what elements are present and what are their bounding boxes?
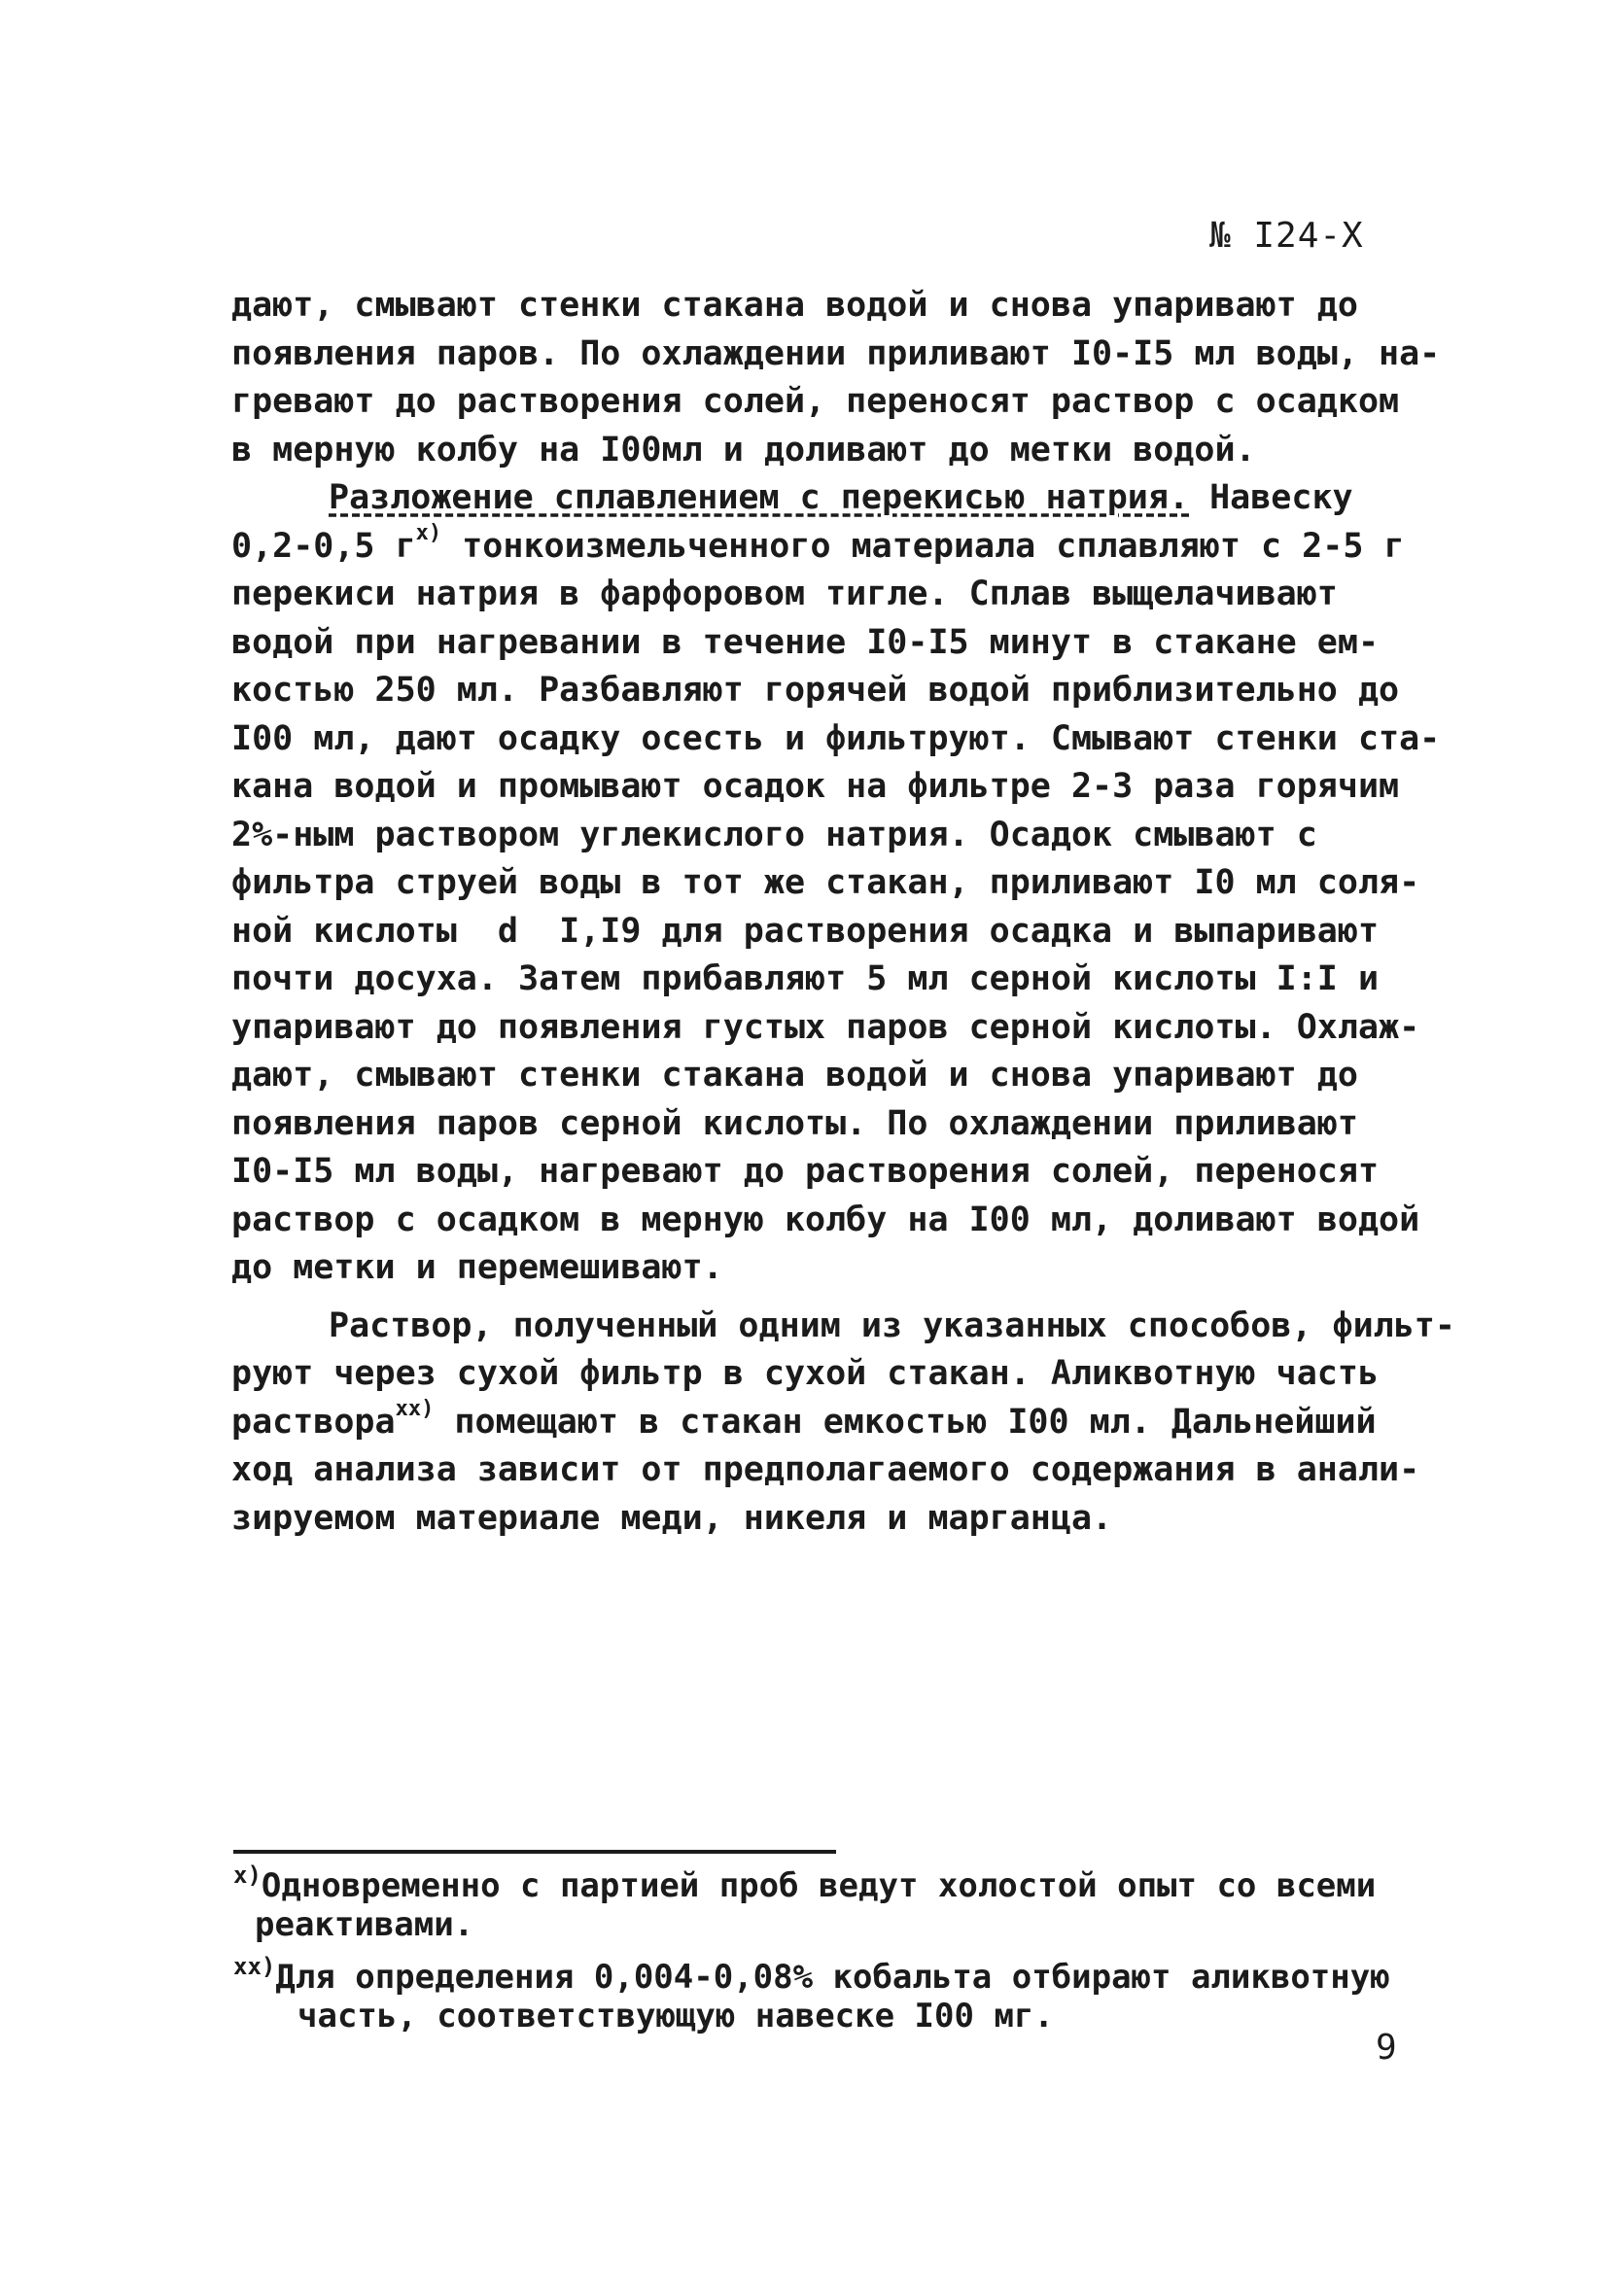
section-heading-line: [231, 474, 1398, 523]
body-line: водой при нагревании в течение I0-I5 минут в стакане ем-: [231, 622, 1380, 662]
footnote-mark: x): [233, 1861, 262, 1889]
section-heading-tail: Навеску: [1189, 478, 1353, 517]
body-line: дают, смывают стенки стакана водой и снова упаривают до: [231, 286, 1358, 325]
body-line: [231, 520, 1405, 572]
footnotes: [233, 1861, 1419, 2049]
body-line: зируемом материале меди, никеля и марганца.: [231, 1498, 1113, 1538]
body-line: кана водой и промывают осадок на фильтре 2-3 раза горячим: [231, 767, 1400, 806]
paragraph-gap: [231, 1293, 1398, 1303]
body-line: упаривают до появления густых паров серной кислоты. Охлаж-: [231, 1007, 1420, 1047]
body-line: 2%-ным раствором углекислого натрия. Осадок смывают с: [231, 815, 1317, 854]
body-line: ной кислоты d I,I9 для растворения осадка и выпаривают: [231, 911, 1380, 951]
body-line: дают, смывают стенки стакана водой и снова упаривают до: [231, 1056, 1358, 1095]
body-line: костью 250 мл. Разбавляют горячей водой приблизительно до: [231, 671, 1400, 710]
text-fragment: раствора: [231, 1402, 396, 1442]
footnote-mark: xx): [233, 1953, 276, 1980]
text-fragment: 0,2-0,5 г: [231, 526, 416, 566]
page-number: 9: [1376, 2028, 1397, 2068]
body-line: руют через сухой фильтр в сухой стакан. Аликвотную часть: [231, 1354, 1380, 1393]
footnote-1: [233, 1861, 1419, 1944]
body-line: фильтра струей воды в тот же стакан, приливают I0 мл соля-: [231, 863, 1420, 902]
body-line: гревают до растворения солей, переносят раствор с осадком: [231, 382, 1400, 421]
footnote-text: часть, соответствующую навеске I00 мг.: [297, 1997, 1054, 2035]
footnote-ref: xx): [395, 1396, 435, 1421]
footnote-separator: [233, 1850, 836, 1854]
body-line: раствор с осадком в мерную колбу на I00 мл, доливают водой: [231, 1200, 1420, 1239]
body-line: Раствор, полученный одним из указанных способов, фильт-: [329, 1305, 1455, 1345]
body-text: [231, 282, 1455, 1543]
body-line: ход анализа зависит от предполагаемого содержания в анали-: [231, 1450, 1420, 1489]
body-line: до метки и перемешивают.: [231, 1248, 723, 1287]
footnote-text: реактивами.: [255, 1905, 474, 1944]
section-heading: Разложение сплавлением с перекисью натрия.: [329, 478, 1190, 517]
footnote-text: Для определения 0,004-0,08% кобальта отбирают аликвотную: [275, 1958, 1390, 1997]
text-fragment: тонкоизмельченного материала сплавляют с 2-5 г: [441, 526, 1405, 566]
footnote-2: [233, 1953, 1419, 2035]
body-line: почти досуха. Затем прибавляют 5 мл серной кислоты I:I и: [231, 959, 1380, 998]
body-line: появления паров серной кислоты. По охлаждении приливают: [231, 1103, 1358, 1143]
document-number: № I24-X: [1209, 216, 1364, 256]
footnote-ref: x): [415, 520, 442, 545]
text-fragment: помещают в стакан емкостью I00 мл. Дальнейший: [434, 1402, 1377, 1442]
body-line: I0-I5 мл воды, нагревают до растворения солей, переносят: [231, 1152, 1380, 1191]
body-line: появления паров. По охлаждении приливают I0-I5 мл воды, на-: [231, 333, 1441, 373]
footnote-text: Одновременно с партией проб ведут холостой опыт со всеми: [261, 1866, 1377, 1905]
body-line: перекиси натрия в фарфоровом тигле. Сплав выщелачивают: [231, 574, 1338, 613]
body-line: в мерную колбу на I00мл и доливают до метки водой.: [231, 430, 1256, 470]
body-line: I00 мл, дают осадку осесть и фильтруют. Смывают стенки ста-: [231, 718, 1441, 758]
body-line: [231, 1396, 1398, 1447]
